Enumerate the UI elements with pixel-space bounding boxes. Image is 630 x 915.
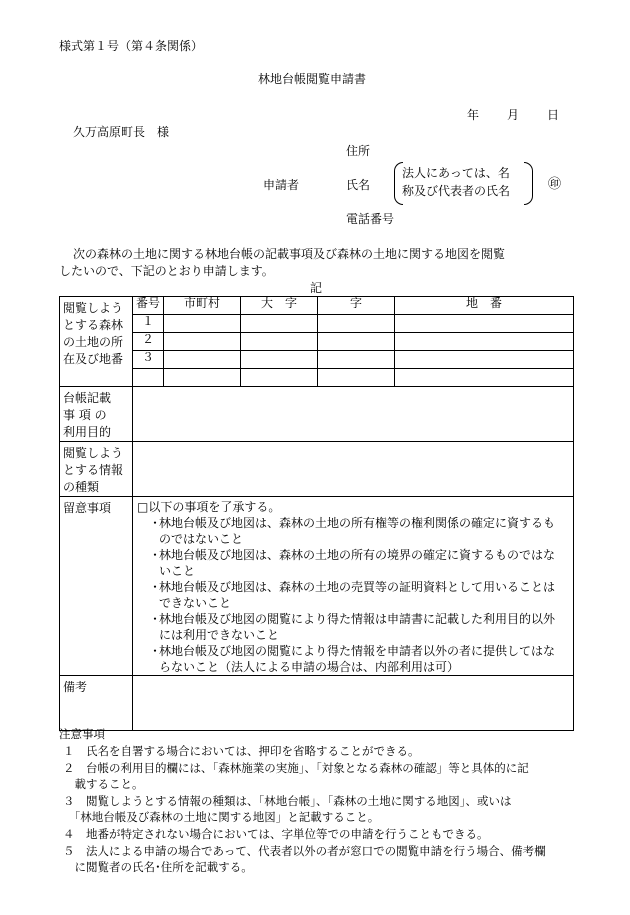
- notes-label: 留意事項: [60, 497, 133, 676]
- table-row: [60, 369, 574, 387]
- municipality-cell[interactable]: [164, 351, 241, 369]
- oaza-cell[interactable]: [241, 333, 318, 351]
- row-number: [133, 369, 164, 387]
- header-oaza: 大 字: [241, 297, 318, 315]
- address-label: 住所: [346, 144, 371, 158]
- page-title: 林地台帳閲覧申請書: [258, 72, 367, 86]
- agree-checkbox[interactable]: □: [137, 500, 149, 514]
- aza-cell[interactable]: [318, 351, 395, 369]
- info-type-label: 閲覧しよう とする情報 の種類: [60, 442, 133, 497]
- list-item: ・ 林地台帳及び地図の閲覧により得た情報は申請書に記載した利用目的以外 には利用できないこと: [149, 612, 556, 642]
- info-type-field[interactable]: [133, 442, 574, 497]
- municipality-cell[interactable]: [164, 315, 241, 333]
- date-month: 月: [507, 108, 520, 122]
- row-number: ３: [133, 351, 164, 369]
- header-aza: 字: [318, 297, 395, 315]
- footnote-item: ５ 法人による申請の場合であって、代表者以外の者が窓口での閲覧申請を行う場合、備考欄: [63, 844, 546, 858]
- header-number: 番号: [133, 297, 164, 315]
- date-year: 年: [467, 108, 480, 122]
- purpose-field[interactable]: [133, 387, 574, 442]
- list-item: ・ 林地台帳及び地図は、森林の土地の売買等の証明資料として用いることは できないこと: [149, 580, 556, 610]
- aza-cell[interactable]: [318, 315, 395, 333]
- phone-label: 電話番号: [346, 212, 395, 226]
- location-label: 閲覧しよう とする森林 の土地の所 在及び地番: [60, 297, 133, 387]
- agree-text: 以下の事項を了承する。: [148, 500, 281, 514]
- lot-cell[interactable]: [395, 315, 574, 333]
- right-bracket: [524, 162, 533, 205]
- remarks-field[interactable]: [133, 676, 574, 731]
- municipality-cell[interactable]: [164, 369, 241, 387]
- lot-cell[interactable]: [395, 333, 574, 351]
- table-row: [60, 351, 574, 369]
- purpose-label: 台帳記載 事 項 の 利用目的: [60, 387, 133, 442]
- addressee: 久万高原町長 様: [73, 125, 170, 139]
- municipality-cell[interactable]: [164, 333, 241, 351]
- oaza-cell[interactable]: [241, 315, 318, 333]
- aza-cell[interactable]: [318, 333, 395, 351]
- lot-cell[interactable]: [395, 351, 574, 369]
- header-municipality: 市町村: [164, 297, 241, 315]
- lot-cell[interactable]: [395, 369, 574, 387]
- name-label: 氏名: [346, 178, 371, 192]
- form-number: 様式第１号（第４条関係）: [59, 39, 204, 53]
- table-row: [60, 333, 574, 351]
- list-item: ・ 林地台帳及び地図は、森林の土地の所有の境界の確定に資するものではな いこと: [149, 548, 556, 578]
- applicant-label: 申請者: [263, 178, 300, 192]
- notes-content: [133, 497, 574, 676]
- footnotes-heading: 注意事項: [59, 727, 105, 741]
- footnote-item: ２ 台帳の利用目的欄には、「森林施業の実施」、「対象となる森林の確認」等と具体的に記: [63, 761, 529, 775]
- intro-line-2: したいので、下記のとおり申請します。: [59, 264, 274, 278]
- corp-note-line2: 称及び代表者の氏名: [402, 184, 511, 198]
- list-item: ・ 林地台帳及び地図の閲覧により得た情報を申請者以外の者に提供してはな らないこと（法人による申請の場合は、内部利用は可）: [149, 644, 556, 674]
- oaza-cell[interactable]: [241, 351, 318, 369]
- aza-cell[interactable]: [318, 369, 395, 387]
- oaza-cell[interactable]: [241, 369, 318, 387]
- seal-mark: ㊞: [548, 177, 562, 192]
- footnote-item: 「林地台帳及び森林の土地に関する地図」と記載すること。: [63, 810, 380, 824]
- footnote-item: ４ 地番が特定されない場合においては、字単位等での申請を行うこともできる。: [63, 827, 489, 841]
- row-number: １: [133, 315, 164, 333]
- list-item: ・ 林地台帳及び地図は、森林の土地の所有権等の権利関係の確定に資するも のではないこと: [149, 516, 556, 546]
- row-number: ２: [133, 333, 164, 351]
- ki-heading: 記: [310, 281, 323, 295]
- header-lot: 地 番: [395, 297, 574, 315]
- footnote-item: １ 氏名を自署する場合においては、押印を省略することができる。: [63, 744, 420, 758]
- date-day: 日: [547, 108, 560, 122]
- footnote-item: に閲覧者の氏名･住所を記載する。: [63, 860, 253, 874]
- table-row: [60, 315, 574, 333]
- application-table: [59, 296, 574, 731]
- corp-note-line1: 法人にあっては、名: [402, 166, 510, 180]
- remarks-label: 備考: [60, 676, 133, 731]
- footnote-item: 載すること。: [63, 777, 144, 791]
- intro-line-1: 次の森林の土地に関する林地台帳の記載事項及び森林の土地に関する地図を閲覧: [73, 247, 506, 261]
- footnote-item: ３ 閲覧しようとする情報の種類は、「林地台帳」、「森林の土地に関する地図」、或いは: [63, 794, 512, 808]
